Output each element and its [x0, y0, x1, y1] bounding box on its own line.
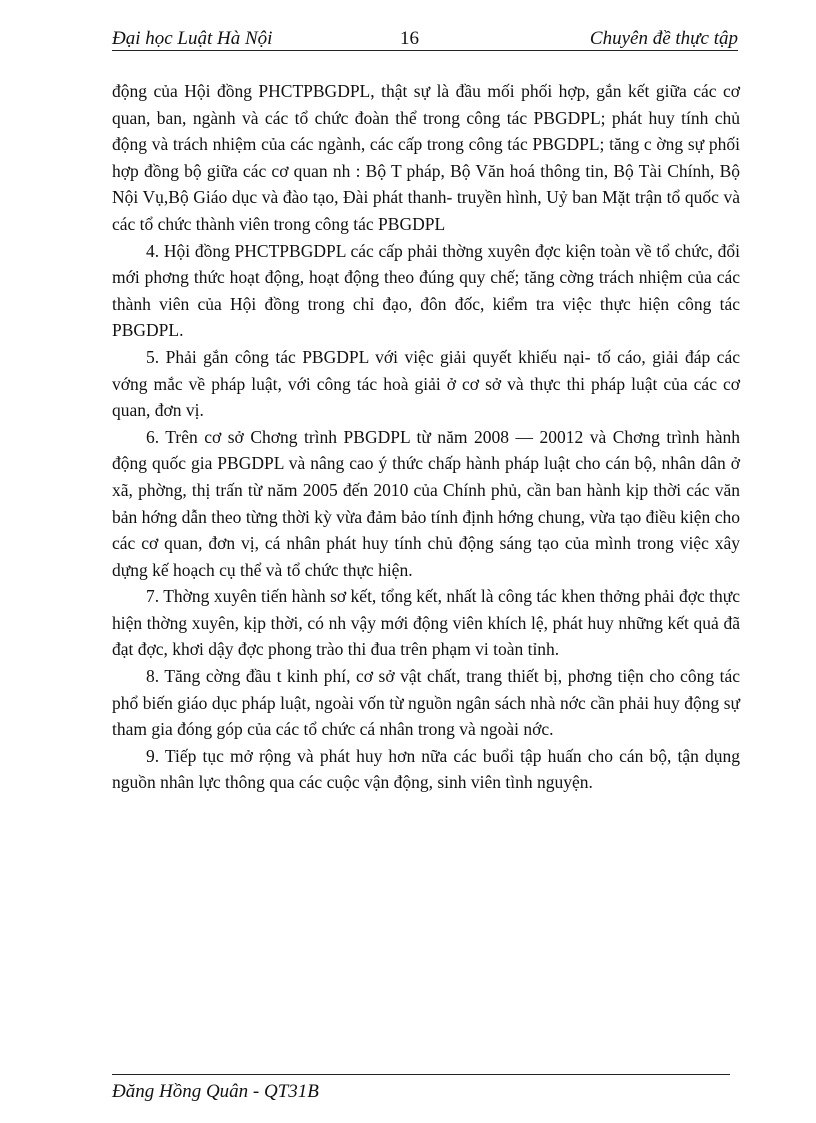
paragraph-item-7: 7. Thờng xuyên tiến hành sơ kết, tổng kết, nhất là công tác khen thởng phải đợc thực hiện thờng xuyên, kịp thời, có nh vậy mới động viên khích lệ, phát huy những kết quả đã đạt đợc, khơi dậy đợc phong trào thi đua trên phạm vi toàn tỉnh. — [112, 586, 740, 660]
footer-author: Đăng Hồng Quân - QT31B — [112, 1081, 319, 1102]
header-page-number: 16 — [400, 28, 419, 49]
paragraph-item-9: 9. Tiếp tục mở rộng và phát huy hơn nữa các buổi tập huấn cho cán bộ, tận dụng nguồn nhân lực thông qua các cuộc vận động, sinh viên tình nguyện. — [112, 745, 740, 793]
paragraph-item-5: 5. Phải gắn công tác PBGDPL với việc giải quyết khiếu nại- tố cáo, giải đáp các vớng mắc về pháp luật, với công tác hoà giải ở cơ sở và thực thi pháp luật của các cơ quan, đơn vị. — [112, 346, 740, 421]
page-footer — [112, 1074, 730, 1103]
paragraph-item-6: 6. Trên cơ sở Chơng trình PBGDPL từ năm 2008 — 20012 và Chơng trình hành động quốc gia PBGDPL và nâng cao ý thức chấp hành pháp luật cho cán bộ, nhân dân ở xã, phờng, thị trấn từ năm 2005 đến 2010 của Chính phủ, cần ban hành kịp thời các văn bản hớng dẫn theo từng thời kỳ vừa đảm bảo tính định hớng chung, vừa tạo điều kiện cho các cơ quan, đơn vị, cá nhân phát huy tính chủ động sáng tạo của mình trong việc xây dựng kế hoạch cụ thể và tổ chức thực hiện. — [112, 426, 740, 580]
header-university: Đại học Luật Hà Nội — [112, 28, 273, 49]
paragraph-continuation: động của Hội đồng PHCTPBGDPL, thật sự là đầu mối phối hợp, gắn kết giữa các cơ quan, ban, ngành và các tổ chức đoàn thể trong công tác PBGDPL; phát huy tính chủ động và trách nhiệm của các ngành, các cấp trong công tác PBGDPL; tăng c ờng sự phối hợp đồng bộ giữa các cơ quan nh : Bộ T pháp, Bộ Văn hoá thông tin, Bộ Tài Chính, Bộ Nội Vụ,Bộ Giáo dục và đào tạo, Đài phát thanh- truyền hình, Uỷ ban Mặt trận tổ quốc và các tổ chức thành viên trong công tác PBGDPL — [112, 81, 740, 234]
page-header — [112, 26, 738, 51]
document-body — [112, 78, 740, 796]
header-document-type: Chuyên đề thực tập — [589, 28, 738, 49]
paragraph-item-4: 4. Hội đồng PHCTPBGDPL các cấp phải thờng xuyên đợc kiện toàn về tổ chức, đổi mới phơng thức hoạt động, hoạt động theo đúng quy chế; tăng cờng trách nhiệm của các thành viên của Hội đồng trong chỉ đạo, đôn đốc, kiểm tra việc thực hiện công tác PBGDPL. — [112, 240, 740, 341]
paragraph-item-8: 8. Tăng cờng đầu t kinh phí, cơ sở vật chất, trang thiết bị, phơng tiện cho công tác phổ biến giáo dục pháp luật, ngoài vốn từ nguồn ngân sách nhà nớc cần phải huy động sự tham gia đóng góp của các tổ chức cá nhân trong và ngoài nớc. — [112, 666, 740, 740]
